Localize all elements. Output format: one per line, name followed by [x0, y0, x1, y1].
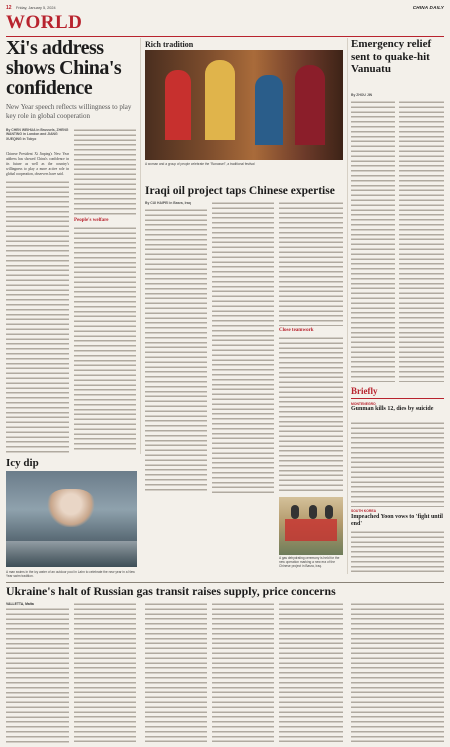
lead-byline: By CHEN WEIHUA in Brussels, ZHENG WANTING in London and JIANG XUEQING in Tokyo	[6, 128, 69, 141]
column-divider	[140, 38, 141, 454]
section-title: WORLD	[6, 12, 83, 33]
icy-kicker: Icy dip	[6, 457, 39, 469]
iraq-byline: By CUI HAIPEI in Basra, Iraq	[145, 201, 191, 205]
ukraine-body-col3	[145, 602, 207, 743]
iraq-caption: A gas dehydrating ceremony is held for the new operation marking a new era of the Chinese project in Basra, Iraq.	[279, 556, 340, 569]
ukraine-body-col2	[74, 602, 136, 743]
icy-caption: A man swims in the icy water of an outdoor pool in Lahn to celebrate the new year in a New Year swim tradition.	[6, 570, 135, 579]
rich-kicker: Rich tradition	[145, 40, 194, 49]
ukraine-dateline: VALLETTA, Malta	[6, 602, 34, 606]
iraq-body-col3b	[279, 336, 343, 493]
brief-region-1: MONTENEGRO	[351, 402, 376, 406]
ukraine-body-col5	[279, 602, 343, 743]
ukraine-body-col1	[6, 607, 69, 743]
iraq-headline: Iraqi oil project taps Chinese expertise	[145, 185, 335, 197]
iraq-body-col2	[212, 201, 274, 493]
lead-body-col1	[6, 180, 69, 453]
column-divider-right	[347, 38, 348, 574]
paper-name: CHINA DAILY	[412, 5, 444, 10]
brief-region-2: SOUTH KOREA	[351, 509, 377, 513]
page-number: 12	[6, 5, 12, 11]
briefly-label: Briefly	[351, 386, 378, 396]
briefly-rule	[351, 398, 444, 399]
brief-headline-2: Impeached Yoon vows to 'fight until end'	[351, 514, 443, 527]
brief-body-1	[351, 421, 444, 507]
ukraine-body-col4	[212, 602, 274, 743]
brief-body-2	[351, 530, 444, 574]
ukraine-headline: Ukraine's halt of Russian gas transit raises supply, price concerns	[6, 584, 336, 598]
lead-opening: Chinese President Xi Jinping's New Year address has showed China's confidence in its future as well as the country's willingness to play a more active role in global cooperation, observers have said.	[6, 152, 69, 176]
issue-date: Friday, January 5, 2024	[16, 5, 56, 10]
rich-caption: A woman and a group of people celebrate the "Bonassel", a traditional festival	[145, 162, 255, 166]
rich-tradition-photo	[145, 50, 343, 160]
ukraine-body-col6	[351, 602, 444, 743]
vanuatu-body-col2	[399, 100, 444, 382]
iraq-body-col3a	[279, 201, 343, 326]
lead-body-col2	[74, 128, 136, 215]
iraq-photo	[279, 497, 343, 555]
brief-headline-1: Gunman kills 12, dies by suicide	[351, 406, 434, 412]
lead-body-col2b	[74, 226, 136, 453]
iraq-section-head: Close teamwork	[279, 328, 314, 333]
iraq-body-col1	[145, 208, 207, 493]
lead-section-head: People's welfare	[74, 218, 109, 223]
lead-headline: Xi's address shows China's confidence	[6, 37, 122, 99]
vanuatu-byline: By ZHOU JIN	[351, 93, 373, 97]
ukraine-top-rule	[6, 582, 444, 583]
vanuatu-body-col1	[351, 100, 395, 382]
lead-subhead: New Year speech reflects willingness to play key role in global cooperation	[6, 103, 132, 120]
vanuatu-headline: Emergency relief sent to quake-hit Vanuatu	[351, 38, 432, 75]
icy-dip-photo	[6, 471, 137, 567]
